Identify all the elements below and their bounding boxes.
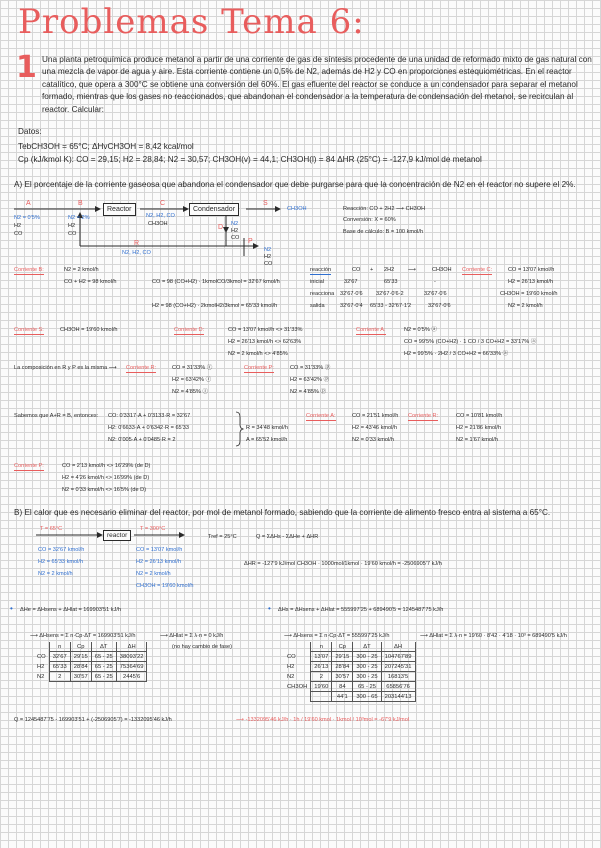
cell: 65 - 25 [91,662,116,672]
b-comp-co: CO [68,231,77,237]
corriente-c-co: CO = 13'07 kmol/h [508,267,555,273]
corriente-p-co-2: CO = 2'13 kmol/h <> 16'29% (de D) [62,463,151,469]
stream-d-label: D [218,224,224,231]
c-comp-ch3oh: CH3OH [148,221,168,227]
corriente-b-label: Corriente B: [14,267,44,273]
cell: 2445'6 [116,672,147,682]
d-comp-co: CO [231,235,240,241]
c-comp-gases: N2, H2, CO [146,213,175,219]
balance-eq-n2: N2: 0'005·A + 0'0485·R = 2 [108,437,176,443]
base-calculo: Base de cálculo: B = 100 kmol/h [343,229,424,235]
stream-a-label: A [26,200,31,207]
t-entrada: T = 65°C [40,526,63,532]
s-comp: CH3OH [287,206,307,212]
corriente-p-n2-2: N2 = 0'33 kmol/h <> 16'5% (de D) [62,487,147,493]
cell: 44'1 [332,692,353,702]
corriente-d-co: CO = 13'07 kmol/h <> 31'33% [228,327,303,333]
rt-row0-label: inicial [310,279,324,285]
rt-row2-ch3oh: 32'67·0'6 [428,303,451,309]
bullet-salida-icon: • [268,604,271,613]
cell: 104767'89 [381,652,415,662]
corriente-p-n2-1: N2 = 4'85% ⓟ [290,389,327,395]
in-h2: H2 = 65'33 kmol/h [38,559,84,565]
b-comp-n2: N2 = 2% [68,215,90,221]
p-comp-co: CO [264,261,273,267]
cell: CO [284,652,311,662]
p-comp-h2: H2 [264,254,272,260]
cell: 300 - 65 [353,692,381,702]
reactor-box-b: reactor [103,530,131,541]
rt-row1-h2: 32'67·0'6·2 [376,291,404,297]
cell: N2 [284,672,311,682]
rt-row2-label: salida [310,303,325,309]
table-row [34,672,147,682]
a-comp-n2: N2 = 0'5% [14,215,40,221]
dhr-calc: ΔHR = -127'9 kJ/mol CH3OH · 1000mol/1kmol · 19'60 kmol/h = -2506905'7 kJ/h [244,561,442,567]
cell: 65 - 25 [91,672,116,682]
table-row [284,652,415,662]
table-row [284,662,415,672]
salida-h-dt: ΔT [353,642,381,652]
datos-line-1: TebCH3OH = 65°C; ΔHvCH3OH = 8,42 kcal/mol [18,142,194,151]
dhs-lat: ⟶ ΔHlat = Σ λ·n = 19'60 · 8'42 · 4'18 · 10³ = 689490'5 kJ/h [420,633,567,639]
rt-header-1: CO [352,267,361,273]
out-co: CO = 13'07 kmol/h [136,547,183,553]
corriente-p-label-2: Corriente P: [14,463,44,469]
balance-eq-co: CO: 0'3317·A + 0'3133·R = 32'67 [108,413,191,419]
reactor-box: Reactor [103,203,136,216]
entrada-h-dh: ΔH [116,642,147,652]
corriente-a-h2: H2 = 99'5% · 2H2 / 3 CO+H2 = 66'33% ⓐ [404,351,509,357]
problem-number: 1 [16,50,37,85]
question-a: A) El porcentaje de la corriente gaseosa que abandona el condensador que debe purgarse para que la concentración de N2 en el reactor no supere el 2%. [14,180,576,189]
cell: 28'84 [70,662,91,672]
stream-p-label: P [248,238,253,245]
corriente-a2-co: CO = 21'51 kmol/h [352,413,399,419]
corriente-d-h2: H2 = 26'13 kmol/h <> 62'63% [228,339,302,345]
final-result: ⟶ -1332095'46 kJ/h · 1h / 19'60 kmol · 1kmol / 10³mol = -67'9 kJ/mol [236,717,410,723]
cell: 84 [332,682,353,692]
corriente-c-n2: N2 = 2 kmol/h [508,303,543,309]
cell: H2 [284,662,311,672]
corriente-c-ch3oh: CH3OH = 19'60 kmol/h [500,291,558,297]
corriente-b-co: CO = 98 (CO+H2) · 1kmolCO/3kmol = 32'67 kmol/h [152,279,280,285]
rt-row0-co: 32'67 [344,279,358,285]
cell: 16813'5 [381,672,415,682]
corriente-a2-label: Corriente A: [306,413,336,419]
balance-intro: Sabemos que A+R = B, entonces: [14,413,99,419]
cell: 203144'13 [381,692,415,702]
rt-row2-h2: 65'33 - 32'67·1'2 [370,303,412,309]
dhe-sens: ⟶ ΔHsens = Σ n·Cp·ΔT = 169903'51 kJ/h [30,633,136,639]
entrada-h-dt: ΔT [91,642,116,652]
t-salida: T = 300°C [140,526,166,532]
datos-line-2: Cp (kJ/kmol K): CO = 29,15; H2 = 28,84; N2 = 30,57; CH3OH(v) = 44,1; CH3OH(l) = 84 ΔHR (25°C) = -127,9 kJ/mol de metanol [18,155,482,164]
rt-row2-co: 32'67·0'4 [340,303,363,309]
in-co: CO = 32'67 kmol/h [38,547,85,553]
out-h2: H2 = 26'13 kmol/h [136,559,182,565]
corriente-c-h2: H2 = 26'13 kmol/h [508,279,554,285]
stream-b-label: B [78,200,83,207]
salida-h-n: n [311,642,332,652]
r-comp: N2, H2, CO [122,250,151,256]
rt-header-3: 2H2 [384,267,395,273]
composicion-rp-text: La composición en R y P es la misma ⟶ [14,365,117,371]
rt-header-5: CH3OH [432,267,452,273]
corriente-r2-h2: H2 = 21'86 kmol/h [456,425,502,431]
corriente-r-co: CO = 31'33% ⓡ [172,365,213,371]
cell: 30'57 [332,672,353,682]
q-equation: Q = ΣΔHs - ΣΔHe + ΔHR [256,534,319,540]
conversion: Conversión: X = 60% [343,217,396,223]
bullet-entrada-icon: • [10,604,13,613]
cell: 38093'22 [116,652,147,662]
table-row [284,672,415,682]
corriente-r-n2: N2 = 4'85% ⓡ [172,389,209,395]
cell: CO [34,652,49,662]
salida-h-dh: ΔH [381,642,415,652]
corriente-a-n2: N2 = 0'5% ⓐ [404,327,437,333]
cell: 65 - 25 [91,652,116,662]
rt-row1-ch3oh: 32'67·0'6 [424,291,447,297]
cell: H2 [34,662,49,672]
table-row [34,662,147,672]
rt-row0-ch3oh: - [434,279,436,285]
a-comp-h2: H2 [14,223,22,229]
corriente-s-value: CH3OH = 19'60 kmol/h [60,327,118,333]
table-row [284,682,415,692]
corriente-b-coh2: CO + H2 = 98 kmol/h [64,279,117,285]
cell: 65 - 25 [353,682,381,692]
corriente-d-n2: N2 = 2 kmol/h <> 4'85% [228,351,288,357]
cell: 2 [49,672,70,682]
corriente-r2-co: CO = 10'81 kmol/h [456,413,503,419]
corriente-b-h2: H2 = 98 (CO+H2) · 2kmolH2/3kmol = 65'33 kmol/h [152,303,278,309]
rt-header-4: ⟶ [408,267,417,273]
salida-h-cp: Cp [332,642,353,652]
cell: 300 - 25 [353,672,381,682]
problem-statement: Una planta petroquímica produce metanol a partir de una corriente de gas de síntesis procedente de una unidad de reformado mixto de gas natural con una mezcla de vapor de agua y aire. Esta corriente contiene un 0,5% de N2, además de H2 y CO en proporciones estequiométricas. En el reactor catalítico, que opera a 300°C se obtiene una conversión del 60%. El gas efluente del reactor se conduce a un condensador para separar el metanol formado, mientras que los gases no reaccionados, que abandonan el condensador a la temperatura de condensación del metanol, se recirculan al reactor. Calcular: [42,55,592,114]
corriente-r-label: Corriente R: [126,365,157,371]
corriente-a-label: Corriente A: [356,327,386,333]
rt-row0-h2: 65'33 [384,279,398,285]
table-row [34,652,147,662]
cell: N2 [34,672,49,682]
page-title: Problemas Tema 6: [18,2,365,42]
table-row [284,692,415,702]
corriente-a-co: CO = 99'5% (CO+H2) · 1 CO / 3 CO+H2 = 33'17% ⓐ [404,339,537,345]
cell: 65856'76 [381,682,415,692]
entrada-h-cp: Cp [70,642,91,652]
final-q: Q = 1245487'75 - 169903'51 + (-2506905'7) = -1332095'46 kJ/h [14,717,172,723]
d-comp-h2: H2 [231,228,239,234]
p-comp-n2: N2 [264,247,272,253]
reaction-equation: Reacción: CO + 2H2 ⟶ CH3OH [343,206,426,212]
dhs-title: ΔHs = ΔHsens + ΔHlat = 555997'25 + 689490'5 = 1245487'75 kJ/h [278,607,444,613]
corriente-r2-n2: N2 = 1'67 kmol/h [456,437,498,443]
corriente-p-co-1: CO = 31'33% ⓟ [290,365,331,371]
rt-header-2: + [370,267,374,273]
cell: 26'13 [311,662,332,672]
dhe-lat: ⟶ ΔHlat = Σ λ·n = 0 kJ/h [160,633,224,639]
t-ref: Tref = 25°C [208,534,237,540]
corriente-a2-n2: N2 = 0'33 kmol/h [352,437,394,443]
out-ch3oh: CH3OH = 19'60 kmol/h [136,583,194,589]
stream-r-label: R [134,240,140,247]
balance-eq-h2: H2: 0'6633·A + 0'6342·R = 65'33 [108,425,189,431]
salida-table [284,642,416,702]
cell: 13'07 [311,652,332,662]
dhe-title: ΔHe = ΔHsens + ΔHlat = 169903'51 kJ/h [20,607,122,613]
balance-result-a: A = 65'52 kmol/h [246,437,288,443]
cell: 28'84 [332,662,353,672]
cell: 2 [311,672,332,682]
cell [284,692,311,702]
cell: CH3OH [284,682,311,692]
question-b: B) El calor que es necesario eliminar del reactor, por mol de metanol formado, sabiendo que la corriente de alimento fresco entra al sistema a 65°C. [14,508,551,517]
cell: 30'57 [70,672,91,682]
cell: 300 - 25 [353,652,381,662]
corriente-p-h2-2: H2 = 4'26 kmol/h <> 16'99% (de D) [62,475,150,481]
entrada-table [34,642,147,682]
a-comp-co: CO [14,231,23,237]
cell: 65'33 [49,662,70,672]
d-comp-n2: N2 [231,221,239,227]
rt-row1-label: reacciona [310,291,335,297]
dhs-sens: ⟶ ΔHsens = Σ n·Cp·ΔT = 555997'25 kJ/h [284,633,390,639]
cell [311,692,332,702]
corriente-p-label-1: Corriente P: [244,365,274,371]
cell: 29'15 [70,652,91,662]
rt-header-0: reacción [310,267,332,273]
corriente-r2-label: Corriente R: [408,413,439,419]
corriente-r-h2: H2 = 63'42% ⓡ [172,377,212,383]
datos-heading: Datos: [18,127,42,136]
entrada-h-n: n [49,642,70,652]
rt-row1-co: 32'67·0'6 [340,291,363,297]
corriente-c-label: Corriente C: [462,267,493,273]
out-n2: N2 = 2 kmol/h [136,571,171,577]
b-comp-h2: H2 [68,223,76,229]
cell: 32'67 [49,652,70,662]
corriente-p-h2-1: H2 = 63'42% ⓟ [290,377,330,383]
corriente-s-label: Corriente S: [14,327,44,333]
corriente-b-n2: N2 = 2 kmol/h [64,267,99,273]
cell: 207245'31 [381,662,415,672]
stream-c-label: C [160,200,166,207]
cell: 300 - 25 [353,662,381,672]
cell: 75364'69 [116,662,147,672]
cell: 29'15 [332,652,353,662]
corriente-a2-h2: H2 = 43'46 kmol/h [352,425,398,431]
stream-s-label: S [263,200,268,207]
dhe-lat-note: (no hay cambio de fase) [172,644,233,650]
condensador-box: Condensador [189,203,239,216]
balance-result-r: R = 34'48 kmol/h [246,425,288,431]
in-n2: N2 = 2 kmol/h [38,571,73,577]
cell: 19'60 [311,682,332,692]
corriente-d-label: Corriente D: [174,327,205,333]
